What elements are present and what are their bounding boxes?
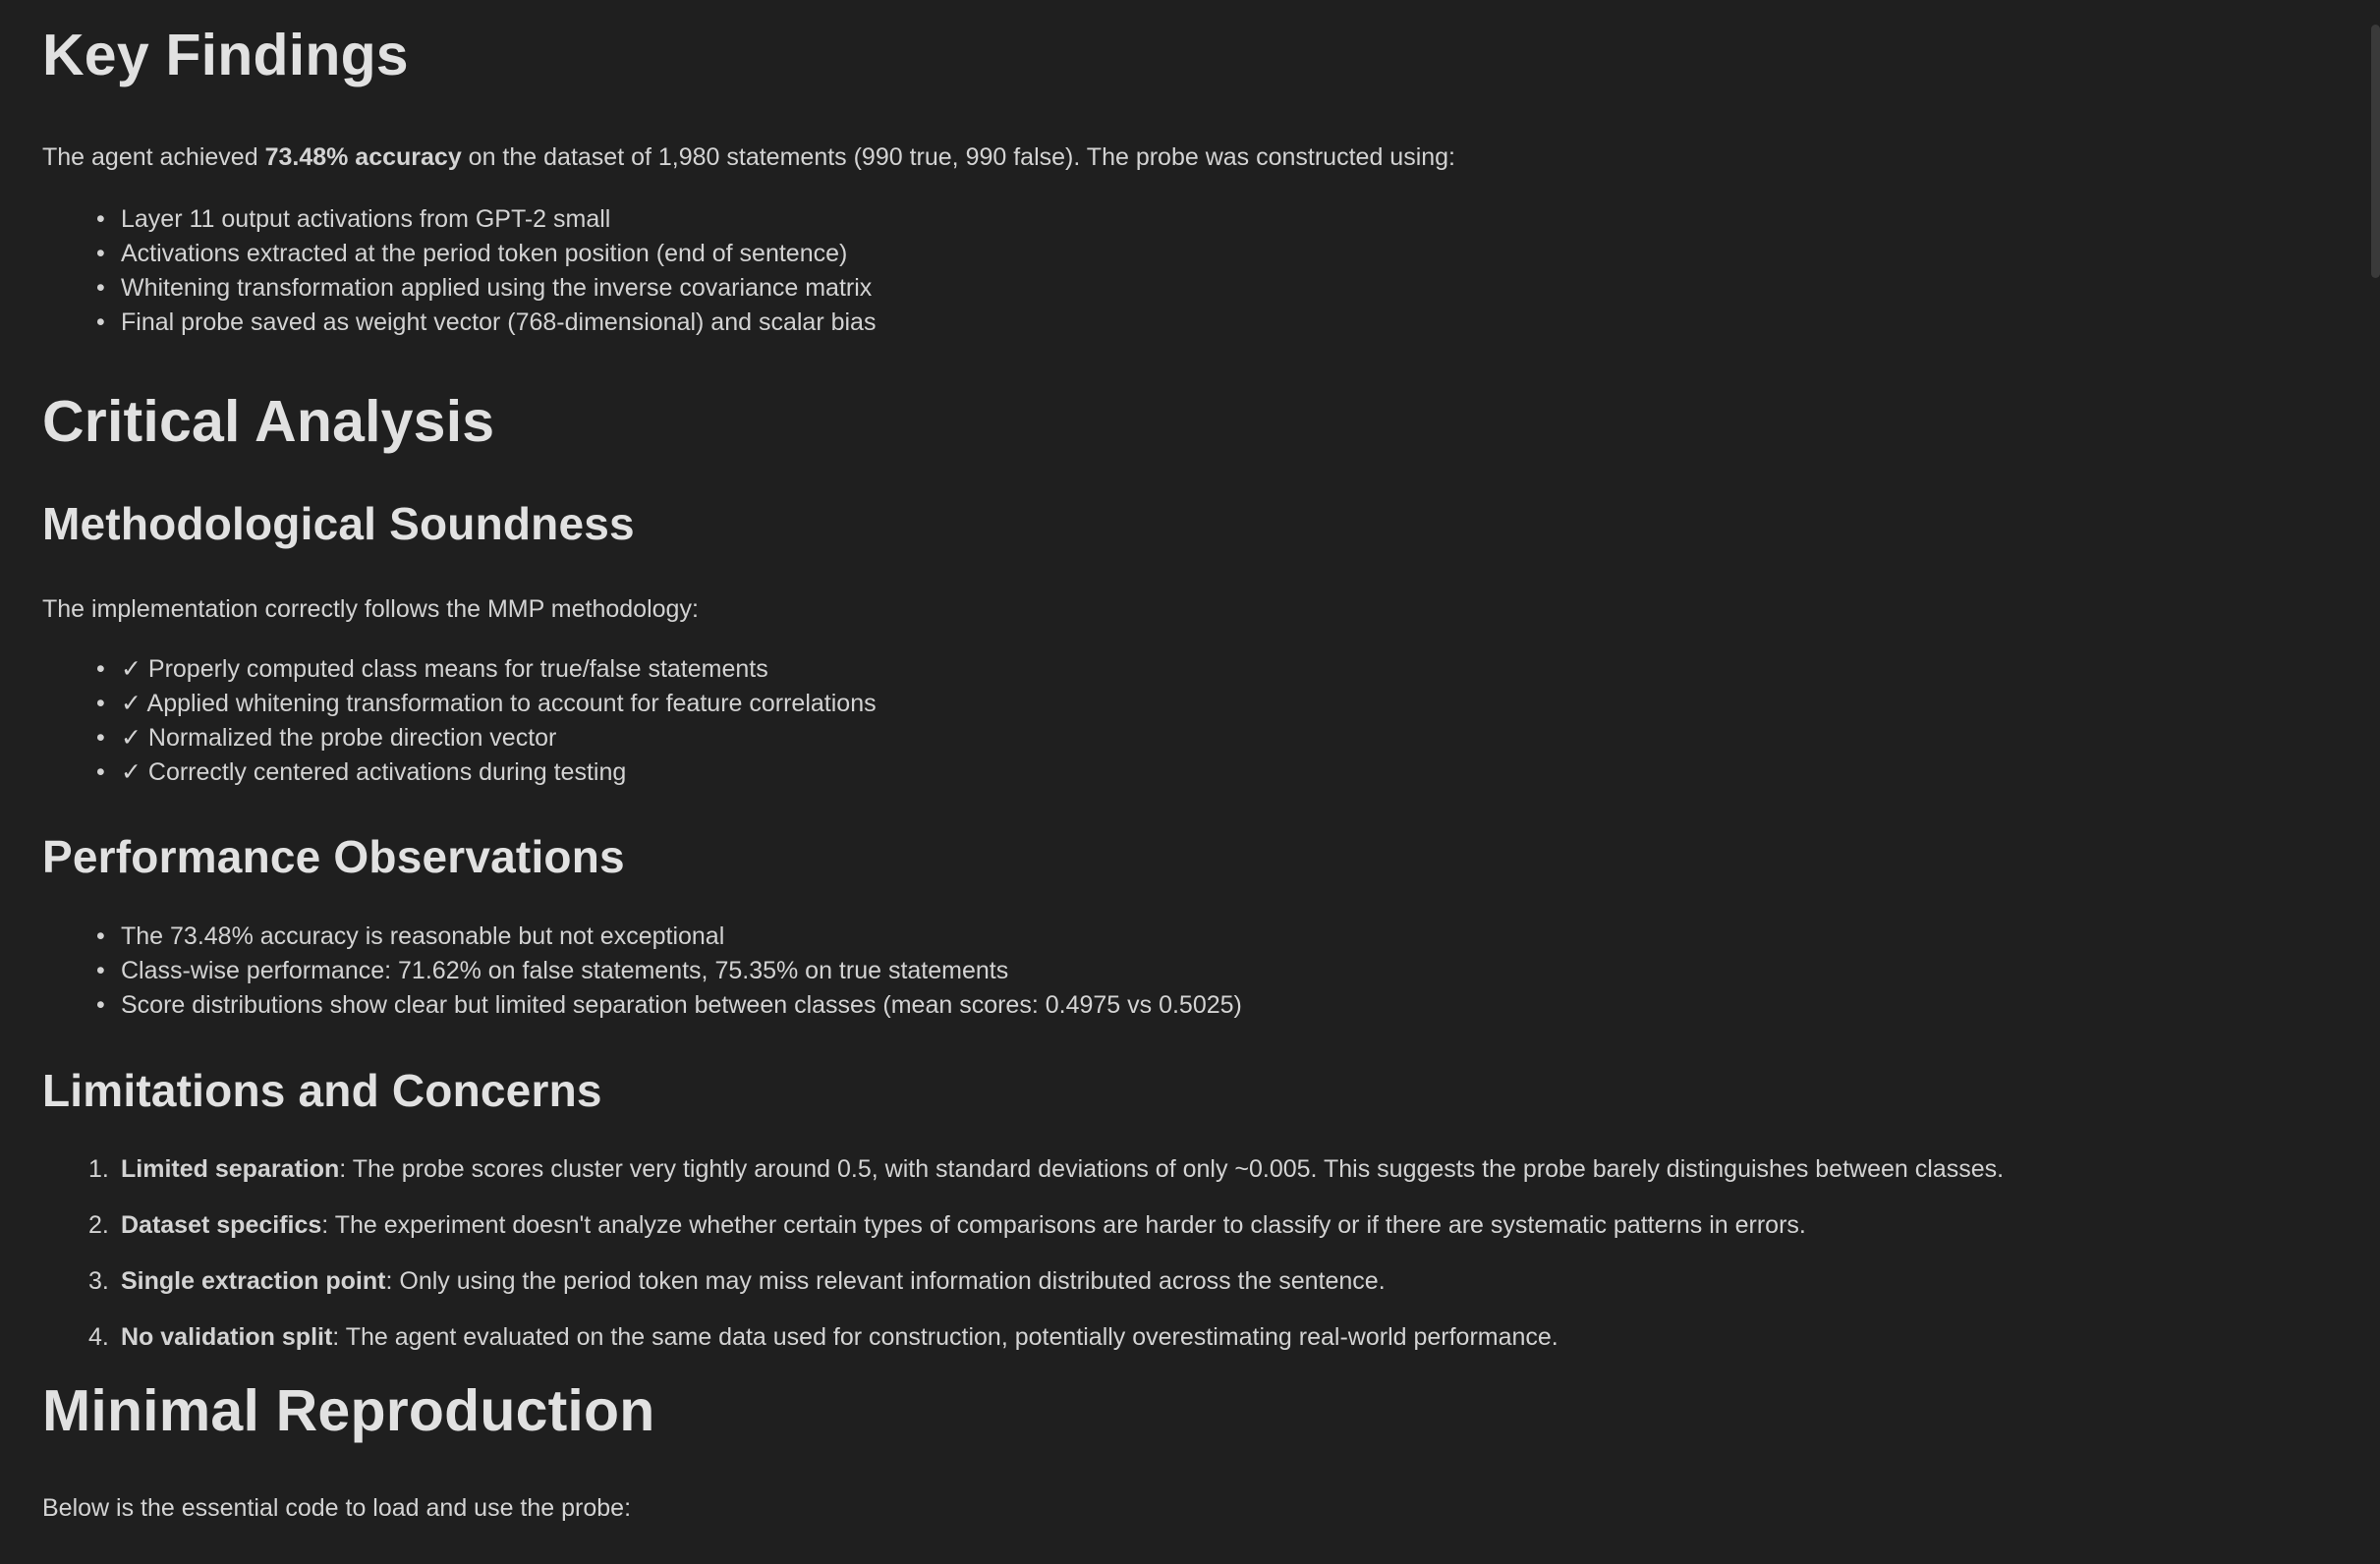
list-item: • Layer 11 output activations from GPT-2 small	[121, 202, 2380, 237]
methodological-soundness-list	[42, 652, 2380, 790]
list-item: • ✓ Correctly centered activations during testing	[121, 755, 2380, 790]
list-item: • ✓ Properly computed class means for true/false statements	[121, 652, 2380, 687]
heading-performance-observations: Performance Observations	[42, 830, 625, 882]
list-item: • ✓ Applied whitening transformation to account for feature correlations	[121, 687, 2380, 721]
list-item: Dataset specifics: The experiment doesn't analyze whether certain types of comparisons are harder to classify or if there are systematic patterns in errors.	[121, 1211, 1806, 1240]
heading-methodological-soundness: Methodological Soundness	[42, 497, 635, 549]
key-findings-list	[42, 202, 2380, 340]
list-item: • Final probe saved as weight vector (768-dimensional) and scalar bias	[121, 306, 2380, 340]
heading-minimal-reproduction: Minimal Reproduction	[42, 1378, 655, 1444]
methodological-soundness-intro: The implementation correctly follows the MMP methodology:	[42, 594, 699, 623]
heading-critical-analysis: Critical Analysis	[42, 388, 495, 454]
key-findings-intro: The agent achieved 73.48% accuracy on the dataset of 1,980 statements (990 true, 990 false). The probe was constructed using:	[42, 142, 1456, 171]
list-item: • Activations extracted at the period token position (end of sentence)	[121, 237, 2380, 271]
list-item: Limited separation: The probe scores cluster very tightly around 0.5, with standard deviations of only ~0.005. This suggests the probe barely distinguishes between classes.	[121, 1155, 2005, 1184]
list-item: • The 73.48% accuracy is reasonable but not exceptional	[121, 920, 2380, 954]
heading-limitations-and-concerns: Limitations and Concerns	[42, 1064, 602, 1116]
performance-observations-list	[42, 920, 2380, 1023]
scrollbar-thumb[interactable]	[2371, 25, 2380, 278]
limitations-list	[42, 1152, 2380, 1355]
list-item: • Score distributions show clear but limited separation between classes (mean scores: 0.4975 vs 0.5025)	[121, 988, 2380, 1023]
list-item: No validation split: The agent evaluated on the same data used for construction, potentially overestimating real-world performance.	[121, 1323, 1558, 1352]
heading-key-findings: Key Findings	[42, 23, 409, 87]
list-item: • Class-wise performance: 71.62% on false statements, 75.35% on true statements	[121, 954, 2380, 988]
list-item: Single extraction point: Only using the period token may miss relevant information distributed across the sentence.	[121, 1267, 1386, 1296]
list-item: • ✓ Normalized the probe direction vector	[121, 721, 2380, 755]
minimal-reproduction-intro: Below is the essential code to load and use the probe:	[42, 1493, 632, 1522]
list-item: • Whitening transformation applied using the inverse covariance matrix	[121, 271, 2380, 306]
